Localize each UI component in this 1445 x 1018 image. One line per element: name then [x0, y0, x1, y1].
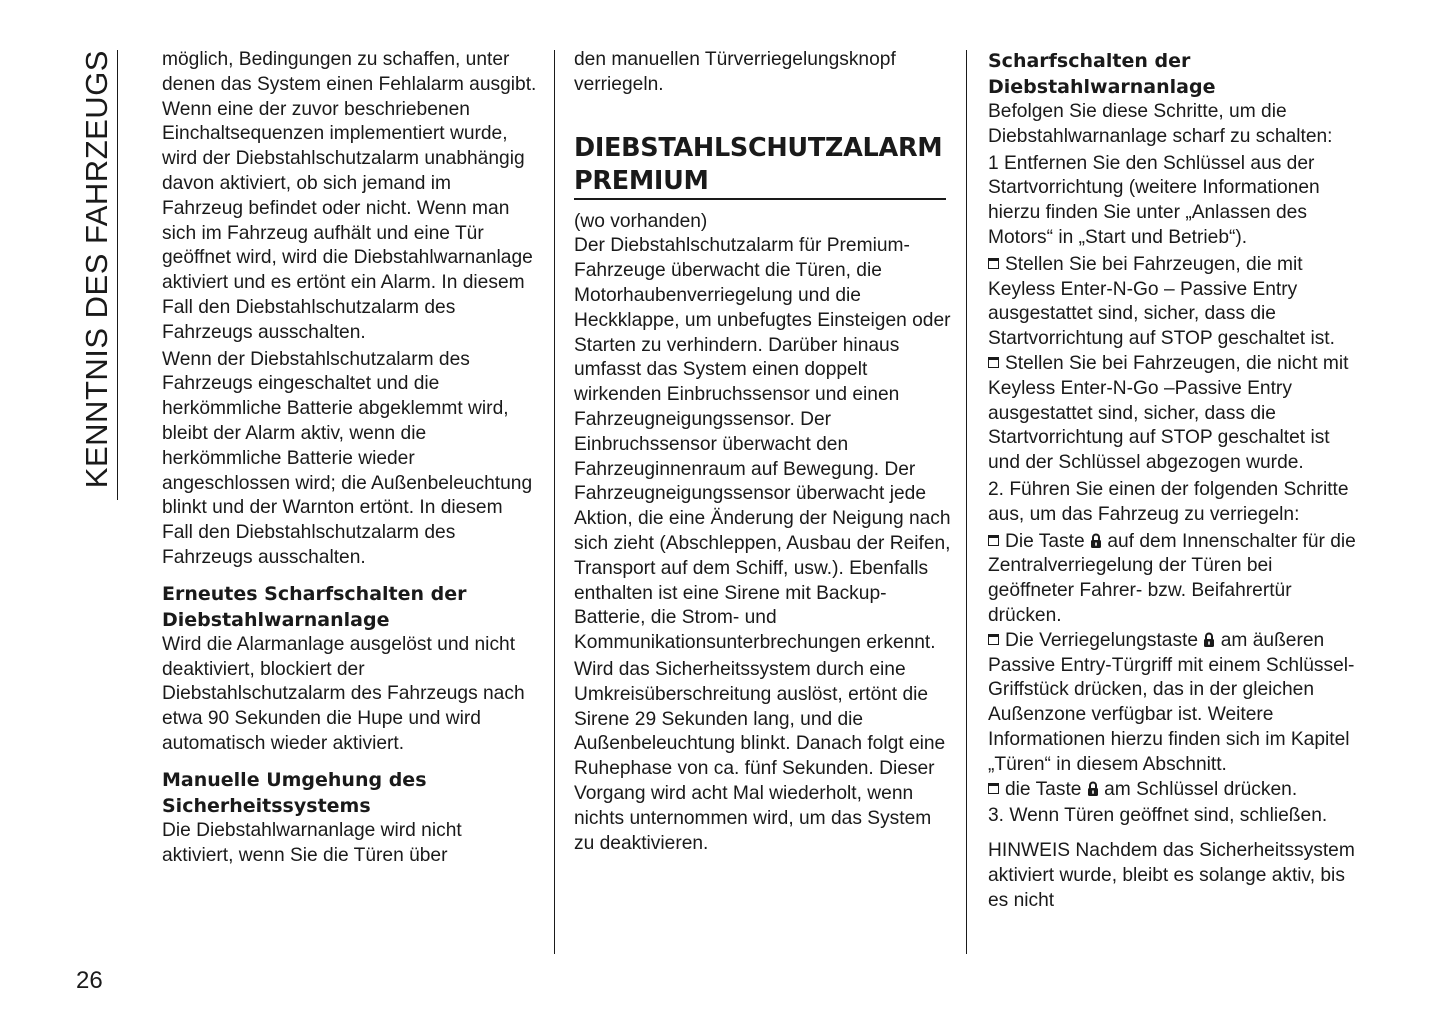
bullet-item: Die Taste auf dem Innenschalter für die Zentralverriegelung der Türen bei geöffneter Fahrer- bzw. Beifahrertür drücken. — [988, 530, 1356, 626]
checkbox-bullet-icon — [988, 258, 999, 269]
section-heading-rearm: Erneutes Scharfschalten der Diebstahlwarnanlage — [162, 582, 467, 631]
section-heading-arm: Scharfschalten der Diebstahlwarnanlage — [988, 50, 1216, 98]
paragraph: 1 Entfernen Sie den Schlüssel aus der Startvorrichtung (weitere Informationen hierzu finden Sie unter „Anlassen des Motors“ in „Start und Betrieb“). — [988, 152, 1320, 248]
paragraph: möglich, Bedingungen zu schaffen, unter denen das System einen Fehlalarm ausgibt. Wenn eine der zuvor beschriebenen Einchaltsequenzen implementiert wurde, wird der Diebstahlschutzalarm unabhängig davon aktiviert, ob sich jemand im Fahrzeug befindet oder nicht. Wenn man sich im Fahrzeug aufhält und eine Tür geöffnet wird, wird die Diebstahlwarnanlage aktiviert und es ertönt ein Alarm. In diesem Fall den Diebstahlschutzalarm des Fahrzeugs ausschalten. — [162, 49, 537, 343]
paragraph: Der Diebstahlschutzalarm für Premium-Fahrzeuge überwacht die Türen, die Motorhaubenverriegelung und die Heckklappe, um unbefugtes Einsteigen oder Starten zu verhindern. Darüber hinaus umfasst das System einen doppelt wirkenden Einbruchssensor und einen Fahrzeugneigungssensor. Der Einbruchssensor überwacht den Fahrzeuginnenraum auf Bewegung. Der Fahrzeugneigungssensor überwacht jede Aktion, die eine Änderung der Neigung nach sich zieht (Abschleppen, Ausbau der Reifen, Transport auf dem Schiff, usw.). Ebenfalls enthalten ist eine Sirene mit Backup-Batterie, die Strom- und Kommunikationsunterbrechungen erkennt. — [574, 235, 951, 654]
side-chapter-title-text: KENNTNIS DES FAHRZEUGS — [79, 50, 114, 489]
checkbox-bullet-icon — [988, 535, 999, 546]
lock-icon — [1090, 533, 1102, 549]
paragraph: (wo vorhanden) — [574, 210, 708, 232]
lock-icon — [1203, 632, 1215, 648]
lock-icon — [1087, 781, 1099, 797]
paragraph: den manuellen Türverriegelungsknopf verriegeln. — [574, 49, 896, 95]
paragraph: 2. Führen Sie einen der folgenden Schritte aus, um das Fahrzeug zu verriegeln: — [988, 478, 1349, 525]
checkbox-bullet-icon — [988, 783, 999, 794]
paragraph: Wenn der Diebstahlschutzalarm des Fahrzeugs eingeschaltet und die herkömmliche Batterie abgeklemmt wird, bleibt der Alarm aktiv, wenn die herkömmliche Batterie wieder angeschlossen wird; die Außenbeleuchtung blinkt und der Warnton ertönt. In diesem Fall den Diebstahlschutzalarm des Fahrzeugs ausschalten. — [162, 348, 533, 568]
column-divider — [966, 50, 967, 954]
bullet-item: Stellen Sie bei Fahrzeugen, die nicht mit Keyless Enter-N-Go –Passive Entry ausgestattet sind, sicher, dass die Startvorrichtung auf STOP geschaltet ist und der Schlüssel abgezogen wurde. — [988, 352, 1349, 474]
bullet-item: die Taste am Schlüssel drücken. — [988, 778, 1363, 803]
paragraph: Die Diebstahlwarnanlage wird nicht aktiviert, wenn Sie die Türen über — [162, 819, 462, 866]
paragraph: Wird das Sicherheitssystem durch eine Umkreisüberschreitung auslöst, ertönt die Sirene 29 Sekunden lang, und die Außenbeleuchtung blinkt. Danach folgt eine Ruhephase von ca. fünf Sekunden. Dieser Vorgang wird acht Mal wiederholt, wenn nichts unternommen wird, um das System zu deaktivieren. — [574, 658, 946, 854]
page-number: 26 — [76, 967, 103, 994]
column-1 — [162, 48, 537, 868]
checkbox-bullet-icon — [988, 357, 999, 368]
heading-line: DIEBSTAHLSCHUTZALARM — [574, 132, 943, 163]
paragraph: 3. Wenn Türen geöffnet sind, schließen. — [988, 805, 1328, 827]
side-chapter-title — [76, 50, 118, 500]
bullet-item: Stellen Sie bei Fahrzeugen, die mit Keyless Enter-N-Go – Passive Entry ausgestattet sind, sicher, dass die Startvorrichtung auf STOP geschaltet ist. — [988, 253, 1335, 350]
section-heading-premium — [574, 132, 946, 200]
heading-line: PREMIUM — [574, 165, 709, 196]
paragraph: Befolgen Sie diese Schritte, um die Diebstahlwarnanlage scharf zu schalten: — [988, 101, 1333, 147]
column-3 — [988, 48, 1363, 914]
column-2 — [574, 48, 954, 856]
bullet-item: Die Verriegelungstaste am äußeren Passive Entry-Türgriff mit einem Schlüssel-Griffstück drücken, das in der gleichen Außenzone verfügbar ist. Weitere Informationen hierzu finden sich im Kapitel „Türen“ in diesem Abschnitt. — [988, 629, 1355, 775]
paragraph: Wird die Alarmanlage ausgelöst und nicht deaktiviert, blockiert der Diebstahlschutzalarm des Fahrzeugs nach etwa 90 Sekunden die Hupe und wird automatisch wieder aktiviert. — [162, 633, 525, 754]
note-paragraph: HINWEIS Nachdem das Sicherheitssystem aktiviert wurde, bleibt es solange aktiv, bis es nicht — [988, 840, 1355, 911]
column-divider — [554, 50, 555, 954]
checkbox-bullet-icon — [988, 634, 999, 645]
section-heading-bypass: Manuelle Umgehung des Sicherheitssystems — [162, 768, 427, 817]
